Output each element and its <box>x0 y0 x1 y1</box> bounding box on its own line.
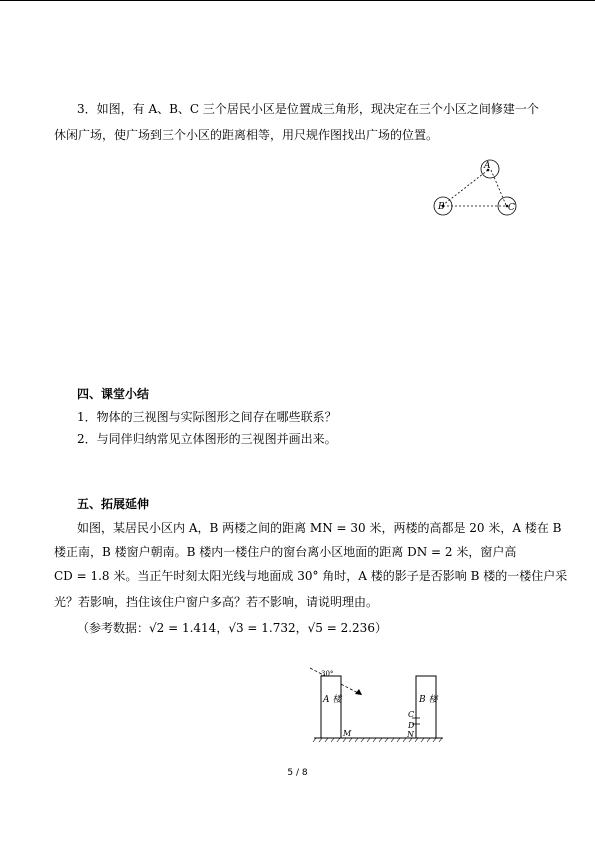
ground-hatching <box>313 738 442 742</box>
problem3-line1: 3．如图，有 A、B、C 三个居民小区是位置成三角形，现决定在三个小区之间修建一个 <box>77 102 539 116</box>
top-rule <box>0 0 595 1</box>
buildings-figure <box>310 640 445 746</box>
segment-ac <box>491 170 506 205</box>
section4-item2: 2．与同伴归纳常见立体图形的三视图并画出来。 <box>77 432 337 446</box>
label-b: B <box>438 202 445 212</box>
page-number: 5 / 8 <box>287 768 308 778</box>
section5-line2: 楼正南，B 楼窗户朝南。B 楼内一楼住户的窗台离小区地面的距离 DN = 2 米，窗户高 <box>54 545 517 559</box>
problem3-line2: 休闲广场，使广场到三个小区的距离相等，用尺规作图找出广场的位置。 <box>54 128 439 142</box>
building-b-label: B 楼 <box>419 695 438 705</box>
label-c: C <box>508 203 515 213</box>
label-c: C <box>408 710 415 719</box>
segment-ab <box>443 170 488 205</box>
label-d: D <box>408 721 415 730</box>
angle-label: 30° <box>321 670 334 678</box>
label-a: A <box>484 161 491 171</box>
section4-item1: 1．物体的三视图与实际图形之间存在哪些联系？ <box>77 410 337 424</box>
section4-heading: 四、课堂小结 <box>77 387 150 401</box>
section5-line1: 如图，某居民小区内 A，B 两楼之间的距离 MN = 30 米，两楼的高都是 20 米，A 楼在 B <box>77 521 562 535</box>
section5-heading: 五、拓展延伸 <box>77 497 150 511</box>
building-b <box>416 676 436 738</box>
building-a <box>321 676 341 738</box>
label-n: N <box>407 730 414 739</box>
reference-data: （参考数据：√2 = 1.414，√3 = 1.732，√5 = 2.236） <box>77 621 387 635</box>
triangle-figure <box>430 158 530 223</box>
label-m: M <box>343 729 352 738</box>
building-a-label: A 楼 <box>323 695 342 705</box>
section5-line4: 光？若影响，挡住该住户窗户多高？若不影响，请说明理由。 <box>54 595 379 609</box>
section5-line3: CD = 1.8 米。当正午时刻太阳光线与地面成 30° 角时，A 楼的影子是否影响 B 楼的一楼住户采 <box>54 569 568 583</box>
